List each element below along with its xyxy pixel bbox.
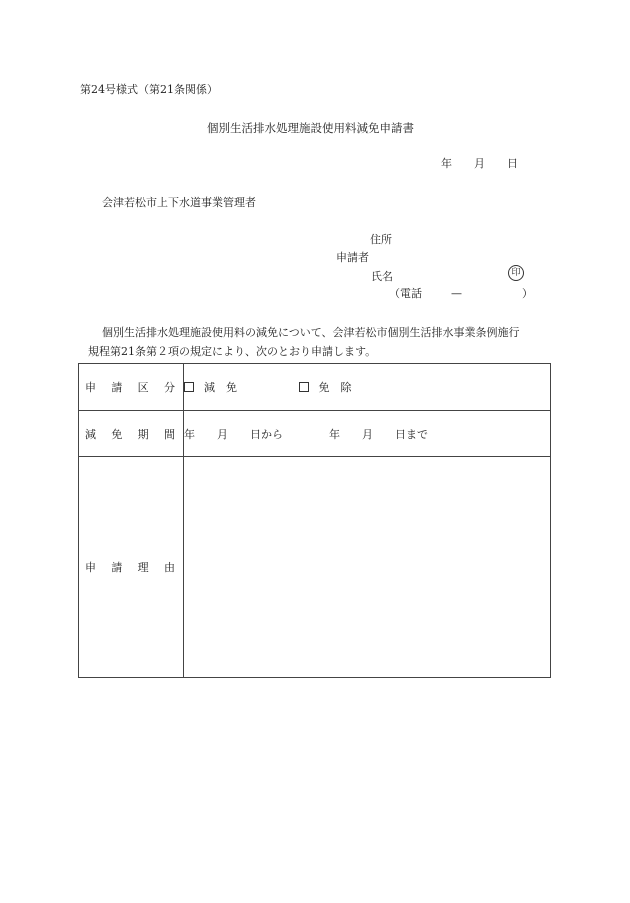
period-field[interactable] — [184, 411, 551, 457]
label-char: 分 — [163, 381, 175, 394]
addressee: 会津若松市上下水道事業管理者 — [102, 196, 256, 209]
applicant-label: 申請者 — [336, 251, 369, 264]
page-title: 個別生活排水処理施設使用料減免申請書 — [207, 121, 414, 135]
label-char: 申 — [85, 381, 96, 394]
address-label: 住所 — [370, 233, 392, 246]
label-char: 区 — [137, 381, 149, 394]
date-line — [441, 157, 518, 171]
phone-label: （電話 — [389, 287, 422, 300]
seal-icon: 印 — [508, 265, 524, 281]
to-day-label: 日まで — [395, 427, 428, 441]
form-number: 第24号様式（第21条関係） — [80, 83, 218, 96]
body-text-line-1: 個別生活排水処理施設使用料の減免について、会津若松市個別生活排水事業条例施行 — [102, 326, 520, 339]
phone-close: ） — [522, 287, 533, 300]
body-text-line-2: 規程第21条第２項の規定により、次のとおり申請します。 — [88, 345, 377, 358]
from-day-label: 日から — [250, 427, 283, 441]
label-char: 免 — [111, 427, 123, 441]
from-year-label: 年 — [184, 427, 195, 441]
application-type-label — [79, 364, 184, 411]
exemption-checkbox[interactable] — [299, 382, 309, 392]
application-table — [78, 363, 551, 678]
label-char: 理 — [137, 561, 149, 574]
table-row-period — [79, 411, 551, 457]
label-char: 申 — [85, 561, 96, 574]
label-char: 期 — [137, 427, 149, 441]
label-char: 請 — [111, 381, 123, 394]
to-month-label: 月 — [362, 427, 373, 441]
body-text — [88, 323, 568, 361]
from-month-label: 月 — [217, 427, 228, 441]
reduction-label: 減 免 — [204, 381, 237, 394]
label-char: 由 — [163, 561, 175, 574]
exemption-option[interactable] — [299, 379, 352, 395]
to-year-label: 年 — [329, 427, 340, 441]
phone-dash: — — [451, 287, 462, 300]
date-day-label: 日 — [507, 157, 518, 170]
label-char: 減 — [85, 427, 96, 441]
name-label: 氏名 — [371, 270, 393, 283]
date-month-label: 月 — [474, 157, 485, 170]
exemption-label: 免 除 — [318, 381, 352, 394]
table-row-reason — [79, 457, 551, 678]
reason-field[interactable] — [184, 457, 551, 678]
label-char: 間 — [163, 427, 175, 441]
label-char: 請 — [111, 561, 123, 574]
reduction-option[interactable] — [184, 379, 237, 395]
date-year-label: 年 — [441, 157, 452, 170]
period-label — [79, 411, 184, 457]
reason-label — [79, 457, 184, 678]
table-row-application-type — [79, 364, 551, 411]
application-type-options — [184, 364, 551, 411]
reduction-checkbox[interactable] — [184, 382, 194, 392]
